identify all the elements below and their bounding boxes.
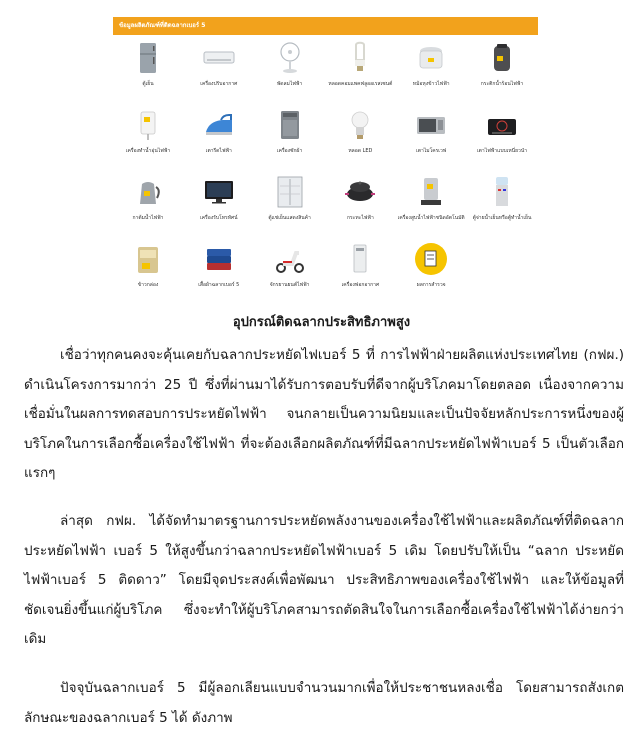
water-heater-icon — [130, 107, 166, 143]
air-conditioner-icon — [201, 40, 237, 76]
product-grid — [113, 35, 538, 304]
air-purifier-icon — [342, 241, 378, 277]
product-label: ตู้แช่เย็นแสดงสินค้า — [268, 215, 311, 221]
product-label: เครื่องซักผ้า — [276, 148, 303, 154]
microwave-icon — [413, 107, 449, 143]
refrigerator-icon — [130, 40, 166, 76]
survey-results-icon — [413, 241, 449, 277]
product-item[interactable] — [113, 239, 183, 305]
product-item[interactable] — [325, 38, 395, 104]
product-item[interactable] — [467, 38, 537, 104]
clothing-icon — [201, 241, 237, 277]
water-dispenser-icon — [484, 174, 520, 210]
paragraph-1: เชื่อว่าทุกคนคงจะคุ้นเคยกับฉลากประหยัดไฟเบอร์ 5 ที่ การไฟฟ้าฝ่ายผลิตแห่งประเทศไทย (กฟผ.) ดำเนินโครงการมากว่า 25 ปี ซึ่งที่ผ่านมาได้รับการตอบรับที่ดีจากผู้บริโภคมาโดยตลอด เนื่องจากความเชื่อมั่นในผลการทดสอบการประหยัดไฟฟ้า จนกลายเป็นความนิยมและเป็นปัจจัยหลักประการหนึ่งของผู้บริโภคในการเลือกซื้อเครื่องใช้ไฟฟ้า ที่จะต้องเลือกผลิตภัณฑ์ที่มีฉลากประหยัดไฟฟ้าเบอร์ 5 เป็นตัวเลือกแรกๆ — [24, 347, 624, 481]
product-label: หลอด LED — [348, 148, 373, 154]
product-item[interactable] — [113, 172, 183, 238]
electric-scooter-icon — [272, 241, 308, 277]
television-icon — [201, 174, 237, 210]
product-label: ข้าวกล่อง — [137, 282, 159, 288]
product-item[interactable] — [325, 239, 395, 305]
product-item[interactable] — [325, 105, 395, 171]
water-pump-icon — [413, 174, 449, 210]
product-label: พัดลมไฟฟ้า — [276, 81, 303, 87]
banner-header: ข้อมูลผลิตภัณฑ์ที่ติดฉลากเบอร์ 5 — [113, 17, 538, 35]
product-label: ตู้จ่ายน้ำเย็นหรือตู้ทำน้ำเย็น — [472, 215, 532, 221]
product-label: จักรยานยนต์ไฟฟ้า — [269, 282, 310, 288]
product-item[interactable] — [255, 239, 325, 305]
product-item[interactable] — [255, 105, 325, 171]
electric-kettle-icon — [130, 174, 166, 210]
product-item[interactable] — [184, 172, 254, 238]
rice-cooker-icon — [413, 40, 449, 76]
product-label: ตู้เย็น — [142, 81, 154, 87]
product-label: กาต้มน้ำไฟฟ้า — [132, 215, 164, 221]
product-label: หลอดคอมแพคฟลูออเรสเซนต์ — [328, 81, 393, 87]
product-item[interactable] — [184, 38, 254, 104]
product-label: หม้อหุงข้าวไฟฟ้า — [412, 81, 450, 87]
product-item[interactable] — [396, 105, 466, 171]
product-item[interactable] — [396, 239, 466, 305]
product-item[interactable] — [467, 105, 537, 171]
paragraph-2: ล่าสุด กฟผ. ได้จัดทำมาตรฐานการประหยัดพลังงานของเครื่องใช้ไฟฟ้าและผลิตภัณฑ์ที่ติดฉลากประหยัดไฟฟ้า เบอร์ 5 ให้สูงขึ้นกว่าฉลากประหยัดไฟฟ้าเบอร์ 5 เดิม โดยปรับให้เป็น “ฉลาก ประหยัดไฟฟ้าเบอร์ 5 ติดดาว” โดยมีจุดประสงค์เพื่อพัฒนา ประสิทธิภาพของเครื่องใช้ไฟฟ้า และให้ข้อมูลที่ชัดเจนยิ่งขึ้นแก่ผู้บริโภค ซึ่งจะทำให้ผู้บริโภคสามารถตัดสินใจในการเลือกซื้อเครื่องใช้ไฟฟ้าได้ง่ายกว่าเดิม — [24, 513, 624, 647]
figure-caption: อุปกรณ์ติดฉลากประสิทธิภาพสูง — [232, 315, 411, 330]
product-item[interactable] — [184, 239, 254, 305]
product-item[interactable] — [325, 172, 395, 238]
product-label: ผลการสำรวจ — [416, 282, 446, 288]
product-label: เสื้อผ้าฉลากเบอร์ 5 — [198, 282, 240, 288]
product-label: เครื่องฟอกอากาศ — [341, 282, 380, 288]
electric-pan-icon — [342, 174, 378, 210]
product-label: เครื่องสูบน้ำไฟฟ้าชนิดอัตโนมัติ — [397, 215, 465, 221]
product-item[interactable] — [113, 105, 183, 171]
product-label: เครื่องปรับอากาศ — [200, 81, 238, 87]
product-banner — [113, 17, 538, 304]
product-label: กระติกน้ำร้อนไฟฟ้า — [480, 81, 524, 87]
induction-cooker-icon — [484, 107, 520, 143]
lunch-box-icon — [130, 241, 166, 277]
led-bulb-icon — [342, 107, 378, 143]
electric-thermos-icon — [484, 40, 520, 76]
product-label: เครื่องรับโทรทัศน์ — [199, 215, 238, 221]
product-label: เตาไมโครเวฟ — [416, 148, 447, 154]
product-item[interactable] — [255, 172, 325, 238]
product-label: เตาไฟฟ้าแบบเหนี่ยวนำ — [476, 148, 528, 154]
display-cooler-icon — [272, 174, 308, 210]
product-label: เครื่องทำน้ำอุ่นไฟฟ้า — [125, 148, 171, 154]
product-item[interactable] — [255, 38, 325, 104]
washing-machine-icon — [272, 107, 308, 143]
product-item[interactable] — [467, 172, 537, 238]
product-label: เตารีดไฟฟ้า — [205, 148, 232, 154]
paragraph-3: ปัจจุบันฉลากเบอร์ 5 มีผู้ลอกเลียนแบบจำนวนมากเพื่อให้ประชาชนหลงเชื่อ โดยสามารถสังเกตลักษณะของฉลากเบอร์ 5 ได้ ดังภาพ — [24, 680, 624, 726]
electric-iron-icon — [201, 107, 237, 143]
compact-fluorescent-lamp-icon — [342, 40, 378, 76]
product-item[interactable] — [396, 172, 466, 238]
product-item[interactable] — [113, 38, 183, 104]
product-label: กระทะไฟฟ้า — [346, 215, 374, 221]
electric-fan-icon — [272, 40, 308, 76]
product-item[interactable] — [396, 38, 466, 104]
product-item[interactable] — [184, 105, 254, 171]
